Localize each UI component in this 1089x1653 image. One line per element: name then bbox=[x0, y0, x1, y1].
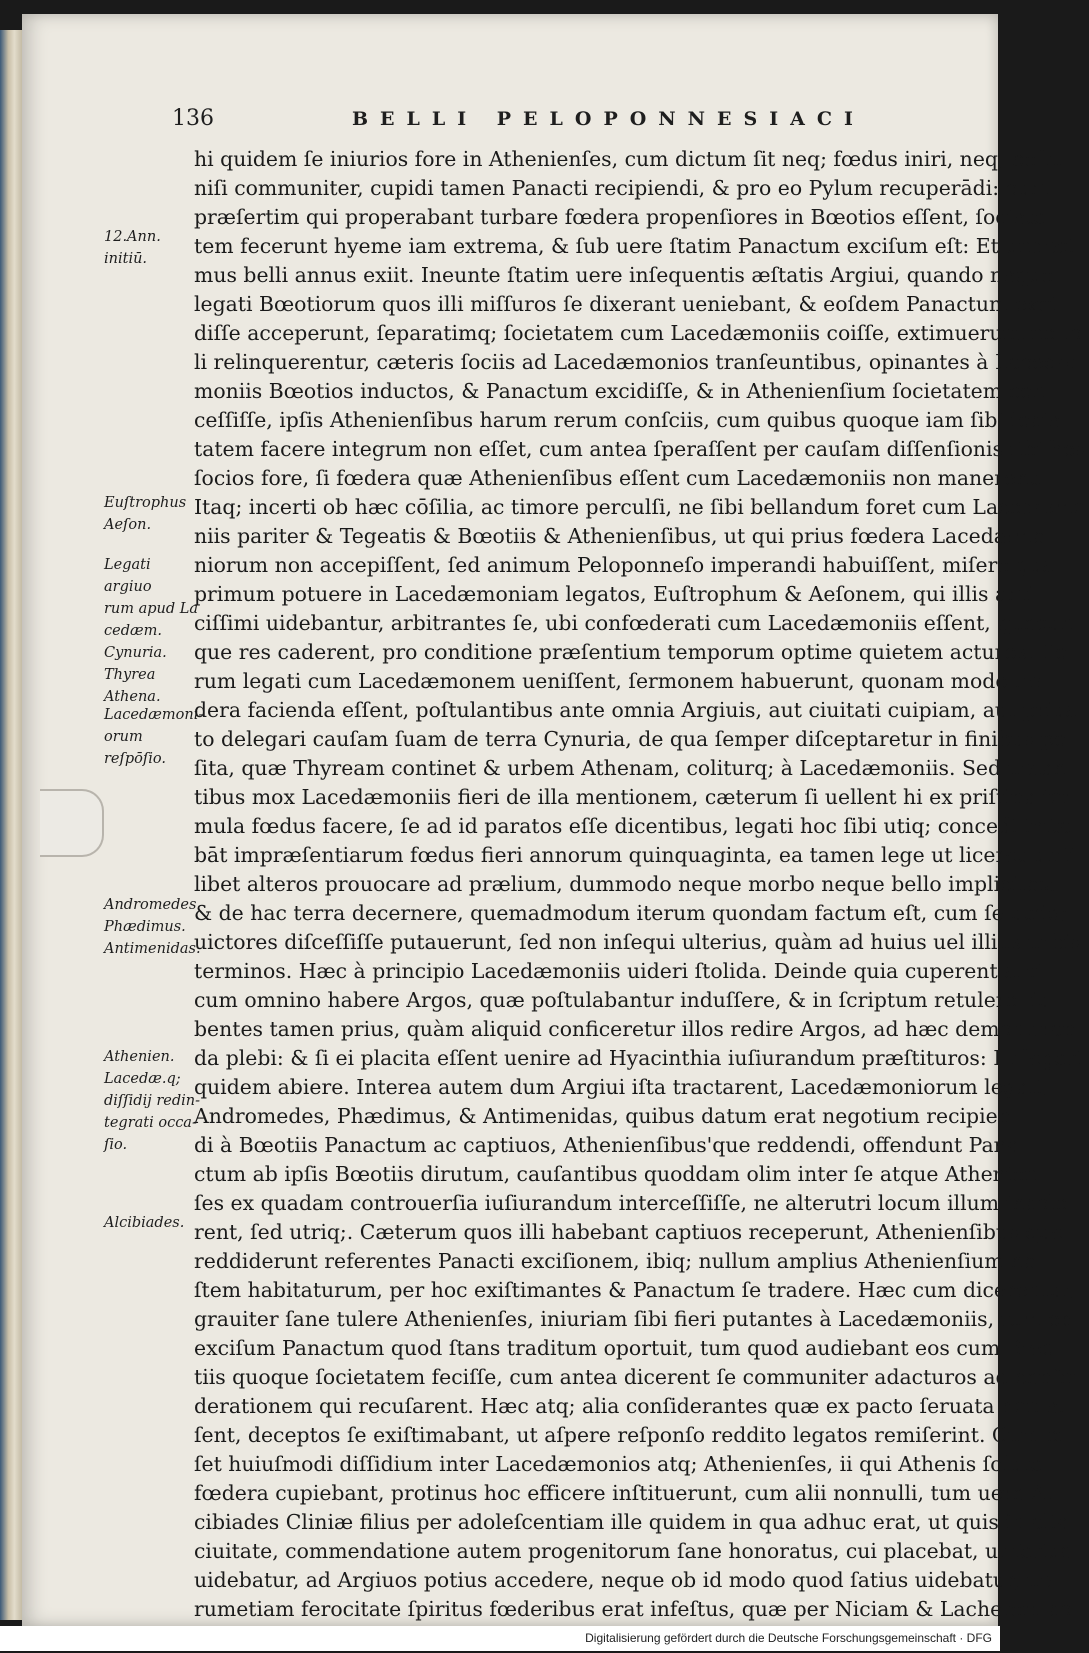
text-line: ceſſiſſe, ipſis Athenienſibus harum rerum conſciis, cum quibus quoque iam ſibi ſocie bbox=[194, 408, 1061, 432]
text-line: bāt impræſentiarum fœdus fieri annorum quinquaginta, ea tamen lege ut liceret utriſ- bbox=[194, 843, 1084, 867]
text-line: ſita, quæ Thyream continet & urbem Athenam, coliturq; à Lacedæmoniis. Sed uetan- bbox=[194, 756, 1074, 780]
text-line: li relinquerentur, cæteris ſociis ad Lacedæmonios tranſeuntibus, opinantes à Lacedæ- bbox=[194, 350, 1084, 374]
margin-note: Lacedæmoni- orum reſpōſio. bbox=[104, 707, 204, 767]
digitization-footer bbox=[0, 1626, 1000, 1651]
text-line: primum potuere in Lacedæmoniam legatos, Euſtrophum & Aeſonem, qui illis ami- bbox=[194, 582, 1040, 606]
margin-note: Athenien. Lacedæ.q; diſſidij redin- tegrati occa- ſio. bbox=[104, 1049, 200, 1153]
text-line: libet alteros prouocare ad prælium, dummodo neque morbo neque bello implicitos: bbox=[194, 872, 1056, 896]
book-page bbox=[22, 14, 1089, 1626]
text-line: præſertim qui properabant turbare fœdera propenſiores in Bœotios eſſent, ſocieta- bbox=[194, 205, 1053, 229]
text-line: bentes tamen prius, quàm aliquid conficeretur illos redire Argos, ad hæc demonſtran bbox=[194, 1017, 1076, 1041]
text-line: ſocios fore, ſi fœdera quæ Athenienſibus eſſent cum Lacedæmoniis non manerent. bbox=[194, 466, 1044, 490]
text-line: mula fœdus facere, ſe ad id paratos eſſe dicentibus, legati hoc ſibi utiq; concedi inſta- bbox=[194, 814, 1079, 838]
text-line: tiis quoque ſocietatem feciſſe, cum antea dicerent ſe communiter adacturos ad confœ- bbox=[194, 1365, 1087, 1389]
text-line: rent, ſed utriq;. Cæterum quos illi habebant captiuos receperunt, Athenienſibus'que bbox=[194, 1220, 1064, 1244]
text-line: cum omnino habere Argos, quæ poſtulabantur induſſere, & in ſcriptum retulere, iu- bbox=[194, 988, 1058, 1012]
text-line: rum legati cum Lacedæmonem ueniſſent, ſermonem habuerunt, quonam modo fœ- bbox=[194, 669, 1049, 693]
page-header bbox=[172, 106, 952, 142]
text-line: ſes ex quadam controuerſia iuſiurandum interceſſiſſe, ne alterutri locum illum incole- bbox=[194, 1191, 1075, 1215]
text-line: dera facienda eſſent, poſtulantibus ante omnia Argiuis, aut ciuitati cuipiam, aut priua- bbox=[194, 698, 1085, 722]
text-line: & de hac terra decernere, quemadmodum iterum quondam factum eſt, cum ſe utriq; bbox=[194, 901, 1068, 925]
margin-note: Alcibiades. bbox=[104, 1215, 185, 1231]
text-line: hi quidem ſe iniurios fore in Athenienſes, cum dictum ſit neq; fœdus iniri, neq; bellū, bbox=[194, 147, 1070, 171]
text-line: uidebatur, ad Argiuos potius accedere, neque ob id modo quod ſatius uidebatur, ue- bbox=[194, 1568, 1059, 1592]
text-line: ciuitate, commendatione autem progenitorum ſane honoratus, cui placebat, ut ſatius bbox=[194, 1539, 1071, 1563]
text-line: reddiderunt referentes Panacti exciſionem, ibiq; nullum amplius Athenienſium ho- bbox=[194, 1249, 1043, 1273]
text-line: mus belli annus exiit. Ineunte ſtatim uere inſequentis æſtatis Argiui, quando neque bbox=[194, 263, 1054, 287]
margin-note: Andromedes Phædimus. Antimenidas. bbox=[104, 897, 201, 957]
running-title: BELLI PELOPONNESIACI bbox=[352, 108, 865, 130]
margin-note: 12.Ann. initiū. bbox=[104, 229, 161, 267]
text-line: legati Bœotiorum quos illi miſſuros ſe dixerant ueniebant, & eoſdem Panactum exci- bbox=[194, 292, 1064, 316]
text-line: ciſſimi uidebantur, arbitrantes ſe, ubi confœderati cum Lacedæmoniis eſſent, quocun bbox=[194, 611, 1074, 635]
text-line: rumetiam ferocitate ſpiritus fœderibus erat infeſtus, quæ per Niciam & Lachetem cō bbox=[194, 1597, 1072, 1621]
page-tab-marker bbox=[40, 789, 104, 857]
text-line: di à Bœotiis Panactum ac captiuos, Athenienſibus'que reddendi, offendunt Pana- bbox=[194, 1133, 1026, 1157]
text-line: terminos. Hæc à principio Lacedæmoniis uideri ſtolida. Deinde quia cuperent ami- bbox=[194, 959, 1050, 983]
text-line: Andromedes, Phædimus, & Antimenidas, quibus datum erat negotium recipien- bbox=[194, 1104, 1018, 1128]
book-spine-edge bbox=[0, 30, 24, 1620]
text-line: cibiades Cliniæ filius per adoleſcentiam ille quidem in qua adhuc erat, ut quis in alia bbox=[194, 1510, 1069, 1534]
text-line: ſtem habitaturum, per hoc exiſtimantes & Panactum ſe tradere. Hæc cum dicerentur, bbox=[194, 1278, 1077, 1302]
text-line: tem fecerunt hyeme iam extrema, & ſub uere ſtatim Panactum exciſum eſt: Et undeci bbox=[194, 234, 1075, 258]
text-line: moniis Bœotios inductos, & Panactum excidiſſe, & in Athenienſium ſocietatem con bbox=[194, 379, 1046, 403]
text-line: exciſum Panactum quod ſtans traditum oportuit, tum quod audiebant eos cum Bœo bbox=[194, 1336, 1055, 1360]
text-line: uictores diſceſſiſſe putauerunt, ſed non inſequi ulterius, quàm ad huius uel illius urbis bbox=[194, 930, 1081, 954]
margin-note: Legati argiuo rum apud La cedæm. Cynuria. Thyrea Athena. bbox=[104, 557, 199, 705]
text-line: grauiter ſane tulere Athenienſes, iniuriam ſibi fieri putantes à Lacedæmoniis, tum ob bbox=[194, 1307, 1074, 1331]
margin-note: Euſtrophus Aeſon. bbox=[104, 495, 187, 533]
text-line: ſet huiuſmodi diſſidium inter Lacedæmonios atq; Athenienſes, ii qui Athenis ſoluta bbox=[194, 1452, 1043, 1476]
dfg-credit: Digitalisierung gefördert durch die Deutsche Forschungsgemeinschaft · DFG bbox=[585, 1631, 992, 1645]
text-line: tibus mox Lacedæmoniis fieri de illa mentionem, cæterum ſi uellent hi ex priſtina for bbox=[194, 785, 1073, 809]
page-number: 136 bbox=[172, 106, 214, 131]
text-line: fœdera cupiebant, protinus hoc efficere inſtituerunt, cum alii nonnulli, tum uero Al- bbox=[194, 1481, 1060, 1505]
text-line: derationem qui recuſarent. Hæc atq; alia conſiderantes quæ ex pacto ſeruata non eſ- bbox=[194, 1394, 1073, 1418]
text-line: tatem facere integrum non eſſet, cum antea ſperaſſent per cauſam diſſenſionis ſibi hos bbox=[194, 437, 1086, 461]
text-line: to delegari cauſam ſuam de terra Cynuria, de qua ſemper diſceptaretur in finibus po- bbox=[194, 727, 1074, 751]
text-line: diſſe acceperunt, ſeparatimq; ſocietatem cum Lacedæmoniis coiſſe, extimuerunt ne ſo- bbox=[194, 321, 1089, 345]
text-line: ctum ab ipſis Bœotiis dirutum, cauſantibus quoddam olim inter ſe atque Athenien- bbox=[194, 1162, 1045, 1186]
text-line: que res caderent, pro conditione præſentium temporum optime quietem acturos. Eo bbox=[194, 640, 1068, 664]
body-text bbox=[194, 145, 1089, 1653]
text-line: da plebi: & ſi ei placita eſſent uenire ad Hyacinthia iuſiurandum præſtituros: Et legati bbox=[194, 1046, 1082, 1070]
text-line: ſent, deceptos ſe exiſtimabant, ut aſpere reſponſo reddito legatos remiſerint. Cum eſ- bbox=[194, 1423, 1073, 1447]
text-line: niorum non accepiſſent, ſed animum Peloponneſo imperandi habuiſſent, miſere quā- bbox=[194, 553, 1062, 577]
text-line: quidem abiere. Interea autem dum Argiui iſta tractarent, Lacedæmoniorum legati, bbox=[194, 1075, 1050, 1099]
text-line: Itaq; incerti ob hæc cōſilia, ac timore perculſi, ne ſibi bellandum foret cum Lacedæmo bbox=[194, 495, 1086, 519]
text-line: niis pariter & Tegeatis & Bœotiis & Athenienſibus, ut qui prius fœdera Lacedæmo- bbox=[194, 524, 1052, 548]
text-line: niſi communiter, cupidi tamen Panacti recipiendi, & pro eo Pylum recuperādi: cum bbox=[194, 176, 1050, 200]
